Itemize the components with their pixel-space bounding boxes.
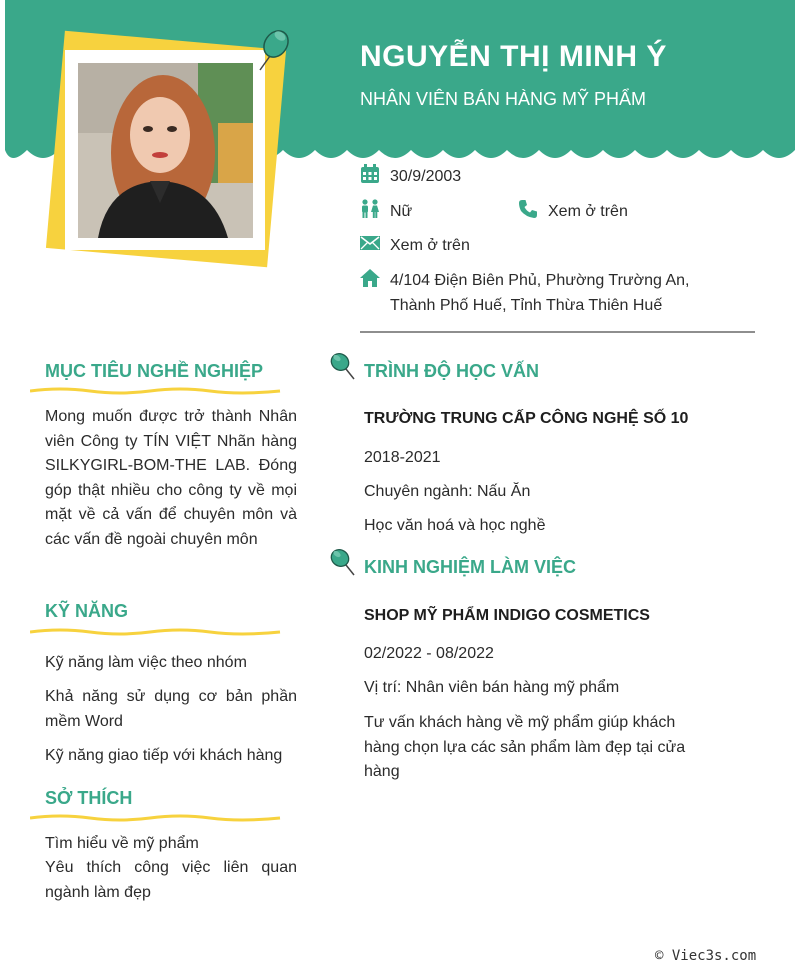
experience-heading: KINH NGHIỆM LÀM VIỆC <box>364 557 577 577</box>
experience-description: Tư vấn khách hàng về mỹ phẩm giúp khách hàng chọn lựa các sản phẩm làm đẹp tại cửa hàng <box>364 714 686 780</box>
address-line-1: 4/104 Điện Biên Phủ, Phường Trường An, <box>390 272 690 289</box>
address-row <box>360 268 689 318</box>
experience-position: Vị trí: Nhân viên bán hàng mỹ phẩm <box>364 679 620 696</box>
email-row <box>360 233 470 258</box>
education-major: Chuyên ngành: Nấu Ăn <box>364 483 531 500</box>
education-heading: TRÌNH ĐỘ HỌC VẤN <box>364 361 539 381</box>
pin-icon <box>330 352 356 385</box>
candidate-title: NHÂN VIÊN BÁN HÀNG MỸ PHẨM <box>360 89 647 109</box>
objective-text: Mong muốn được trở thành Nhân viên Công ty TÍN VIỆT Nhãn hàng SILKYGIRL-BOM-THE LAB. Đóng góp thật nhiều cho công ty về mọi mặt về cả vấn để chuyên môn và các vấn đề ngoài chuyên môn <box>45 408 297 548</box>
birthday-value: 30/9/2003 <box>390 168 462 185</box>
skill-item: Kỹ năng giao tiếp với khách hàng <box>45 747 283 764</box>
skill-item: Khả năng sử dụng cơ bản phần mềm Word <box>45 688 297 730</box>
footer-credit: © Viec3s.com <box>655 948 757 964</box>
gender-value: Nữ <box>390 203 413 220</box>
phone-value: Xem ở trên <box>548 203 628 220</box>
experience-period: 02/2022 - 08/2022 <box>364 645 494 662</box>
address-value <box>390 268 689 318</box>
phone-icon <box>518 199 538 219</box>
calendar-icon <box>360 164 380 184</box>
hobby-item: Yêu thích công việc liên quan ngành làm đẹp <box>45 859 297 901</box>
candidate-name: NGUYỄN THỊ MINH Ý <box>360 40 667 73</box>
address-line-2: Thành Phố Huế, Tỉnh Thừa Thiên Huế <box>390 297 663 314</box>
hobbies-heading: SỞ THÍCH <box>45 788 133 808</box>
email-value: Xem ở trên <box>390 237 470 254</box>
hobby-item: Tìm hiểu về mỹ phẩm <box>45 835 199 852</box>
gender-icon <box>360 199 380 219</box>
pin-icon <box>254 26 290 77</box>
phone-row <box>518 199 628 224</box>
heading-underline <box>30 385 285 397</box>
skill-item: Kỹ năng làm việc theo nhóm <box>45 654 247 671</box>
heading-underline <box>30 626 285 638</box>
education-note: Học văn hoá và học nghề <box>364 517 546 534</box>
objective-heading: MỤC TIÊU NGHỀ NGHIỆP <box>45 361 264 381</box>
skills-heading: KỸ NĂNG <box>45 601 129 621</box>
pin-icon <box>330 548 356 581</box>
contact-divider <box>360 331 755 333</box>
profile-photo <box>78 63 253 238</box>
education-school: TRƯỜNG TRUNG CẤP CÔNG NGHỆ SỐ 10 <box>364 410 689 427</box>
home-icon <box>360 268 380 288</box>
email-icon <box>360 233 380 253</box>
birthday-row <box>360 164 461 189</box>
heading-underline <box>30 812 285 824</box>
education-period: 2018-2021 <box>364 449 441 466</box>
gender-row <box>360 199 412 224</box>
experience-company: SHOP MỸ PHẨM INDIGO COSMETICS <box>364 607 650 624</box>
